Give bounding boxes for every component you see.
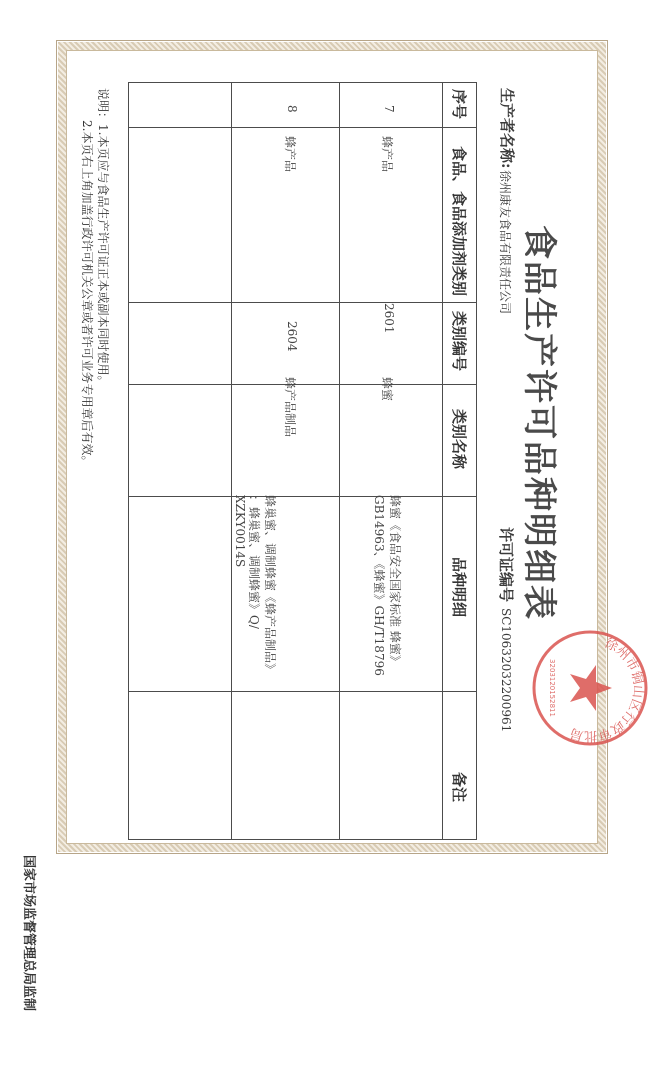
- license-label: 许可证编号: [497, 527, 515, 603]
- header-remark: 备注: [450, 772, 468, 803]
- row-7-category: 蜂产品: [380, 136, 394, 173]
- table-cell-remark: [340, 692, 443, 840]
- note-line-2: 2.本页右上角加盖行政许可机关公章或者许可业务专用章后有效。: [80, 120, 94, 468]
- table-cell-detail: [232, 497, 340, 692]
- table-cell-code: [232, 303, 340, 385]
- empty-cell: [129, 692, 232, 840]
- row-8-category: 蜂产品: [283, 136, 297, 173]
- table-cell-code: [340, 303, 443, 385]
- header-category: 食品、食品添加剂类别: [450, 146, 468, 297]
- page-title: 食品生产许可品种明细表: [519, 225, 559, 621]
- table-cell-catname: [340, 377, 443, 497]
- seal-code: 3203120152811: [548, 659, 556, 717]
- header-cell: [443, 83, 477, 128]
- header-cell: [443, 128, 477, 303]
- table-cell-detail: [340, 497, 443, 692]
- empty-cell: [129, 128, 232, 303]
- row-8-detail-line-2: ：蜂巢蜜、调制蜂蜜》Q/: [247, 495, 261, 629]
- table-cell-remark: [232, 692, 340, 840]
- table-cell-seq: [340, 83, 443, 128]
- row-8-detail-line-1: 蜂巢蜜、调制蜂蜜《蜂产品制品》: [263, 495, 277, 676]
- seal-text: 徐州市铜山区行政审批局: [568, 635, 646, 744]
- table-cell-seq: [232, 83, 340, 128]
- details-table: [128, 82, 477, 840]
- row-8-seq: 8: [285, 105, 299, 113]
- header-category-name: 类别名称: [450, 409, 468, 470]
- row-8-detail-line-3: XZKY0014S: [233, 495, 247, 568]
- header-detail: 品种明细: [450, 557, 468, 618]
- table-cell-category: [232, 128, 340, 303]
- row-7-category-name: 蜂蜜: [380, 377, 394, 402]
- row-7-detail-line-2: GB14963、《蜂蜜》GH/T18796: [372, 495, 386, 676]
- producer-label: 生产者名称:: [498, 88, 516, 169]
- header-code: 类别编号: [450, 311, 468, 372]
- header-cell: [443, 385, 477, 497]
- table-cell-catname: [232, 377, 340, 497]
- note-line-1: 说明：1.本页应与食品生产许可证正本或副本同时使用。: [96, 88, 110, 388]
- empty-cell: [129, 83, 232, 128]
- official-seal: [530, 628, 650, 748]
- row-7-code: 2601: [382, 303, 396, 334]
- empty-cell: [129, 303, 232, 385]
- empty-cell: [129, 385, 232, 497]
- footer-issuer: 国家市场监督管理总局监制: [21, 855, 36, 1012]
- empty-cell: [129, 497, 232, 692]
- row-8-category-name: 蜂产品制品: [283, 377, 297, 438]
- header-cell: [443, 303, 477, 385]
- row-8-code: 2604: [285, 321, 299, 352]
- row-7-seq: 7: [382, 105, 396, 113]
- header-cell: [443, 497, 477, 692]
- producer-name: 徐州康友食品有限责任公司: [498, 170, 512, 315]
- header-seq: 序号: [450, 89, 468, 120]
- row-7-detail-line-1: 蜂蜜《食品安全国家标准 蜂蜜》: [388, 495, 402, 667]
- license-number: SC10632032200961: [499, 608, 513, 733]
- header-cell: [443, 692, 477, 840]
- table-cell-category: [340, 128, 443, 303]
